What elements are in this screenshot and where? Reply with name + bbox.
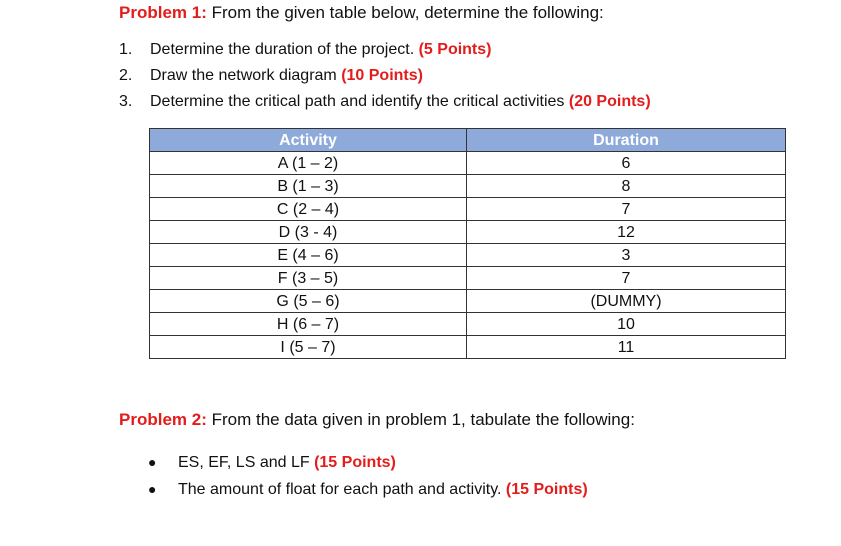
table-row — [150, 290, 786, 313]
list-item — [148, 477, 588, 504]
header-activity: Activity — [150, 129, 467, 152]
table-row — [150, 244, 786, 267]
duration-cell: 10 — [467, 313, 786, 336]
item-points: (10 Points) — [341, 67, 423, 84]
activity-cell: A (1 – 2) — [150, 152, 467, 175]
item-text: Determine the duration of the project. — [150, 41, 419, 58]
item-points: (5 Points) — [418, 41, 492, 58]
duration-cell: 7 — [467, 267, 786, 290]
item-text: Draw the network diagram — [150, 67, 342, 84]
problem-1-text: From the given table below, determine the following: — [206, 3, 604, 22]
item-text: ES, EF, LS and LF — [178, 454, 315, 471]
activity-cell: D (3 - 4) — [150, 221, 467, 244]
item-points: (20 Points) — [568, 93, 651, 110]
problem-2-list — [148, 450, 588, 504]
duration-cell: (DUMMY) — [467, 290, 786, 313]
activity-table-container — [149, 128, 786, 359]
table-row — [150, 175, 786, 198]
problem-2-label: Problem 2: — [119, 410, 207, 429]
item-points: (15 Points) — [314, 454, 396, 471]
duration-cell: 11 — [467, 336, 786, 359]
list-item — [119, 90, 651, 116]
list-item — [148, 450, 588, 477]
problem-1-label: Problem 1: — [119, 3, 207, 22]
item-number: 3. — [119, 93, 133, 110]
header-duration: Duration — [467, 129, 786, 152]
problem-2-heading — [119, 410, 635, 430]
activity-cell: C (2 – 4) — [150, 198, 467, 221]
table-row — [150, 336, 786, 359]
problem-1-heading — [119, 3, 604, 23]
duration-cell: 8 — [467, 175, 786, 198]
activity-table — [149, 128, 786, 359]
table-row — [150, 221, 786, 244]
activity-cell: B (1 – 3) — [150, 175, 467, 198]
table-row — [150, 267, 786, 290]
duration-cell: 3 — [467, 244, 786, 267]
item-number: 2. — [119, 67, 133, 84]
table-header-row — [150, 129, 786, 152]
activity-cell: H (6 – 7) — [150, 313, 467, 336]
problem-2-text: From the data given in problem 1, tabulate the following: — [206, 410, 635, 429]
duration-cell: 6 — [467, 152, 786, 175]
item-text: The amount of float for each path and activity. — [178, 481, 506, 498]
duration-cell: 7 — [467, 198, 786, 221]
bullet-icon: ● — [148, 454, 157, 470]
bullet-icon: ● — [148, 481, 157, 497]
activity-cell: G (5 – 6) — [150, 290, 467, 313]
list-item — [119, 64, 651, 90]
problem-1-list — [119, 38, 651, 116]
activity-cell: I (5 – 7) — [150, 336, 467, 359]
item-number: 1. — [119, 41, 133, 58]
item-points: (15 Points) — [505, 481, 588, 498]
item-text: Determine the critical path and identify the critical activities — [150, 93, 569, 110]
activity-cell: E (4 – 6) — [150, 244, 467, 267]
activity-cell: F (3 – 5) — [150, 267, 467, 290]
list-item — [119, 38, 651, 64]
table-row — [150, 152, 786, 175]
table-row — [150, 313, 786, 336]
duration-cell: 12 — [467, 221, 786, 244]
table-row — [150, 198, 786, 221]
